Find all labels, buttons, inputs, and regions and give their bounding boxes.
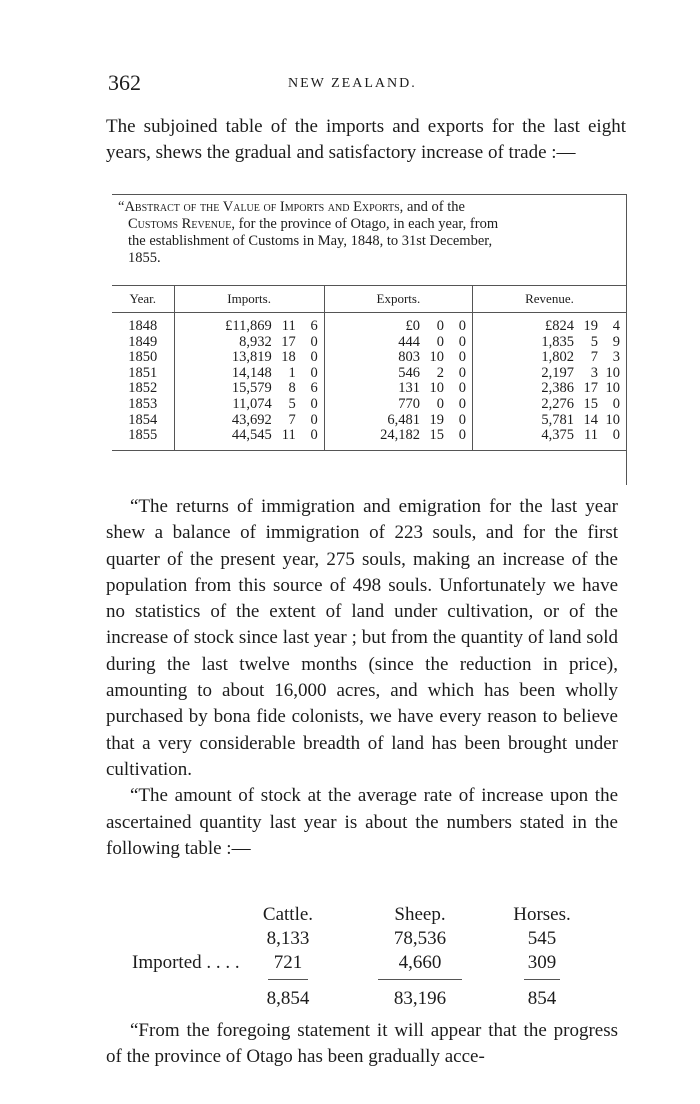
money-amount xyxy=(175,319,324,335)
imp-pounds: 8,932 xyxy=(239,333,272,350)
table-row xyxy=(112,335,626,351)
rev-pence: 3 xyxy=(612,349,620,366)
stock-header-horses: Horses. xyxy=(513,904,571,925)
stock-header-cattle: Cattle. xyxy=(262,904,314,925)
exp-shillings: 15 xyxy=(429,427,444,444)
money-amount xyxy=(325,335,472,351)
imp-cell xyxy=(174,397,324,413)
rev-shillings: 11 xyxy=(584,427,598,444)
rev-cell xyxy=(472,413,626,429)
money-amount xyxy=(175,350,324,366)
imp-pence: 6 xyxy=(310,318,318,334)
rev-pence: 0 xyxy=(612,427,620,444)
rev-pounds: 1,802 xyxy=(541,349,574,366)
abstract-heading-line-4: 1855. xyxy=(128,250,161,266)
imp-pounds: 44,545 xyxy=(231,427,272,444)
exp-pounds: 24,182 xyxy=(380,427,420,444)
exp-shillings: 10 xyxy=(429,380,444,397)
exp-pounds: 546 xyxy=(398,364,420,381)
money-amount xyxy=(325,366,472,382)
imp-pence: 0 xyxy=(310,411,318,428)
imp-shillings: 11 xyxy=(281,318,296,334)
imp-pounds: 15,579 xyxy=(231,380,272,397)
imp-cell xyxy=(174,313,324,335)
rev-pence: 9 xyxy=(612,333,620,350)
exp-cell xyxy=(324,335,472,351)
exp-pence: 0 xyxy=(458,427,466,444)
column-header-imports: Imports. xyxy=(174,286,324,313)
page-number: 362 xyxy=(108,70,141,95)
rev-pounds: 2,197 xyxy=(541,364,574,381)
column-header-exports: Exports. xyxy=(324,286,472,313)
exp-pounds: 770 xyxy=(398,395,420,412)
money-amount xyxy=(325,428,472,444)
rev-cell xyxy=(472,397,626,413)
rev-pence: 10 xyxy=(605,364,620,381)
rev-shillings: 14 xyxy=(583,411,598,428)
rev-cell xyxy=(472,350,626,366)
stock-sheep-total: 83,196 xyxy=(393,988,447,1009)
money-amount xyxy=(325,381,472,397)
stock-cattle-imported: 721 xyxy=(273,952,303,973)
imp-shillings: 8 xyxy=(288,380,296,397)
year-cell: 1854 xyxy=(112,413,174,429)
rev-shillings: 3 xyxy=(590,364,598,381)
intro-text: The subjoined table of the imports and exports for the last eight years, shews the gradual and satisfactory increase of trade :— xyxy=(106,116,626,163)
column-header-year: Year. xyxy=(112,286,174,313)
rev-pounds: 2,386 xyxy=(541,380,574,397)
customs-revenue-smallcaps: Customs Revenue, xyxy=(128,216,235,232)
stock-imported-label: Imported . . . . xyxy=(132,952,240,973)
stock-cattle-total: 8,854 xyxy=(266,988,310,1009)
rev-pence: 4 xyxy=(612,318,620,334)
money-amount xyxy=(175,428,324,444)
running-head: NEW ZEALAND. xyxy=(288,76,417,91)
total-rule-sheep xyxy=(378,979,462,980)
rev-shillings: 17 xyxy=(583,380,598,397)
rev-shillings: 5 xyxy=(590,333,598,350)
rev-pounds: 2,276 xyxy=(541,395,574,412)
imp-pounds: 13,819 xyxy=(231,349,272,366)
year-cell: 1855 xyxy=(112,428,174,450)
stock-sheep-existing: 78,536 xyxy=(393,928,447,949)
table-header-row xyxy=(112,286,626,313)
money-amount xyxy=(325,319,472,335)
stock-cattle-existing: 8,133 xyxy=(266,928,310,949)
imp-pounds: £11,869 xyxy=(225,318,272,334)
imp-shillings: 11 xyxy=(281,427,296,444)
imp-pounds: 14,148 xyxy=(231,364,272,381)
exp-shillings: 0 xyxy=(436,333,444,350)
imp-cell xyxy=(174,428,324,450)
rev-shillings: 15 xyxy=(583,395,598,412)
imp-shillings: 18 xyxy=(281,349,296,366)
abstract-title-smallcaps: Abstract of the Value of Imports and Exports, xyxy=(124,199,404,215)
exp-pounds: 131 xyxy=(398,380,420,397)
imp-pounds: 43,692 xyxy=(231,411,272,428)
exp-pounds: 444 xyxy=(398,333,420,350)
stock-horses-total: 854 xyxy=(527,988,557,1009)
imp-pounds: 11,074 xyxy=(232,395,272,412)
table-body xyxy=(112,313,626,451)
abstract-table-box xyxy=(112,194,627,485)
imp-shillings: 7 xyxy=(288,411,296,428)
imp-shillings: 17 xyxy=(281,333,296,350)
stock-row-total xyxy=(106,988,626,1012)
money-amount xyxy=(473,319,626,335)
rev-pounds: 5,781 xyxy=(541,411,574,428)
total-rule-cattle xyxy=(268,979,308,980)
year-cell: 1853 xyxy=(112,397,174,413)
rev-pounds: 1,835 xyxy=(541,333,574,350)
intro-paragraph xyxy=(106,114,626,166)
stock-header-sheep: Sheep. xyxy=(394,904,446,925)
exp-pounds: 803 xyxy=(398,349,420,366)
total-rule-horses xyxy=(524,979,560,980)
rev-pence: 0 xyxy=(612,395,620,412)
exp-cell xyxy=(324,313,472,335)
money-amount xyxy=(473,413,626,429)
money-amount xyxy=(473,381,626,397)
stock-table xyxy=(106,904,626,1016)
rev-cell xyxy=(472,381,626,397)
exp-cell xyxy=(324,397,472,413)
money-amount xyxy=(473,335,626,351)
year-cell: 1852 xyxy=(112,381,174,397)
imp-shillings: 1 xyxy=(288,364,296,381)
money-amount xyxy=(325,350,472,366)
exp-shillings: 10 xyxy=(429,349,444,366)
year-cell: 1848 xyxy=(112,313,174,335)
exp-shillings: 0 xyxy=(436,318,444,334)
exp-pence: 0 xyxy=(458,349,466,366)
table-row xyxy=(112,381,626,397)
exp-cell xyxy=(324,366,472,382)
year-cell: 1849 xyxy=(112,335,174,351)
exp-pence: 0 xyxy=(458,318,466,334)
abstract-heading-line-3: the establishment of Customs in May, 1848, to 31st December, xyxy=(128,233,493,249)
imp-cell xyxy=(174,366,324,382)
imp-pence: 0 xyxy=(310,364,318,381)
closing-text: “From the foregoing statement it will appear that the progress of the province of Otago has been gradually acce- xyxy=(106,1020,618,1068)
exp-pence: 0 xyxy=(458,411,466,428)
money-amount xyxy=(175,366,324,382)
money-amount xyxy=(473,397,626,413)
stock-row-imported xyxy=(106,952,626,976)
imp-pence: 6 xyxy=(310,380,318,397)
table-row xyxy=(112,397,626,413)
year-cell: 1850 xyxy=(112,350,174,366)
imp-pence: 0 xyxy=(310,427,318,444)
page-header xyxy=(108,70,628,100)
imp-pence: 0 xyxy=(310,395,318,412)
exp-pence: 0 xyxy=(458,333,466,350)
stock-horses-imported: 309 xyxy=(527,952,557,973)
closing-paragraph xyxy=(106,1018,618,1071)
exp-pence: 0 xyxy=(458,364,466,381)
rev-pounds: 4,375 xyxy=(541,427,574,444)
stock-row-existing xyxy=(106,928,626,952)
exp-pounds: £0 xyxy=(405,318,420,334)
year-cell: 1851 xyxy=(112,366,174,382)
rev-pounds: £824 xyxy=(545,318,574,334)
imp-shillings: 5 xyxy=(288,395,296,412)
exp-pounds: 6,481 xyxy=(387,411,420,428)
exp-shillings: 19 xyxy=(429,411,444,428)
table-row xyxy=(112,313,626,335)
money-amount xyxy=(325,413,472,429)
immigration-paragraph: “The returns of immigration and emigration for the last year shew a balance of immigration of 223 souls, and for the first quarter of the present year, 275 souls, making an increase of the population from this source of 498 souls. Unfortunately we have no statistics of the extent of land under cultivation, or of the increase of stock since last year ; but from the quantity of land sold during the last twelve months (since the reduction in price), amounting to about 16,000 acres, and which has been wholly purchased by bona fide colonists, we have every reason to believe that a very considerable breadth of land has been brought under cultivation. xyxy=(106,496,618,780)
money-amount xyxy=(473,428,626,444)
imp-pence: 0 xyxy=(310,349,318,366)
abstract-heading xyxy=(118,199,618,267)
imports-exports-table xyxy=(112,285,626,451)
imp-pence: 0 xyxy=(310,333,318,350)
exp-cell xyxy=(324,428,472,450)
imp-cell xyxy=(174,335,324,351)
money-amount xyxy=(175,335,324,351)
abstract-heading-line-2: Customs Revenue, for the province of Otago, in each year, from xyxy=(128,216,499,232)
stock-sheep-imported: 4,660 xyxy=(398,952,442,973)
rev-pence: 10 xyxy=(605,411,620,428)
imp-cell xyxy=(174,413,324,429)
rev-cell xyxy=(472,428,626,450)
exp-shillings: 2 xyxy=(436,364,444,381)
exp-pence: 0 xyxy=(458,395,466,412)
body-text xyxy=(106,494,618,862)
rev-cell xyxy=(472,335,626,351)
table-row xyxy=(112,350,626,366)
abstract-heading-line-1: “Abstract of the Value of Imports and Exports, and of the xyxy=(118,199,465,215)
rev-shillings: 7 xyxy=(590,349,598,366)
stock-horses-existing: 545 xyxy=(527,928,557,949)
imp-cell xyxy=(174,350,324,366)
rev-cell xyxy=(472,313,626,335)
imp-cell xyxy=(174,381,324,397)
exp-cell xyxy=(324,350,472,366)
stock-intro-paragraph: “The amount of stock at the average rate of increase upon the ascertained quantity last year is about the numbers stated in the following table :— xyxy=(106,785,618,859)
rev-shillings: 19 xyxy=(583,318,598,334)
money-amount xyxy=(473,350,626,366)
table-row xyxy=(112,413,626,429)
rev-cell xyxy=(472,366,626,382)
exp-shillings: 0 xyxy=(436,395,444,412)
money-amount xyxy=(325,397,472,413)
column-header-revenue: Revenue. xyxy=(472,286,626,313)
stock-header-row xyxy=(106,904,626,928)
rev-pence: 10 xyxy=(605,380,620,397)
exp-pence: 0 xyxy=(458,380,466,397)
money-amount xyxy=(175,381,324,397)
money-amount xyxy=(473,366,626,382)
table-row xyxy=(112,366,626,382)
money-amount xyxy=(175,397,324,413)
table-row xyxy=(112,428,626,450)
exp-cell xyxy=(324,381,472,397)
money-amount xyxy=(175,413,324,429)
exp-cell xyxy=(324,413,472,429)
